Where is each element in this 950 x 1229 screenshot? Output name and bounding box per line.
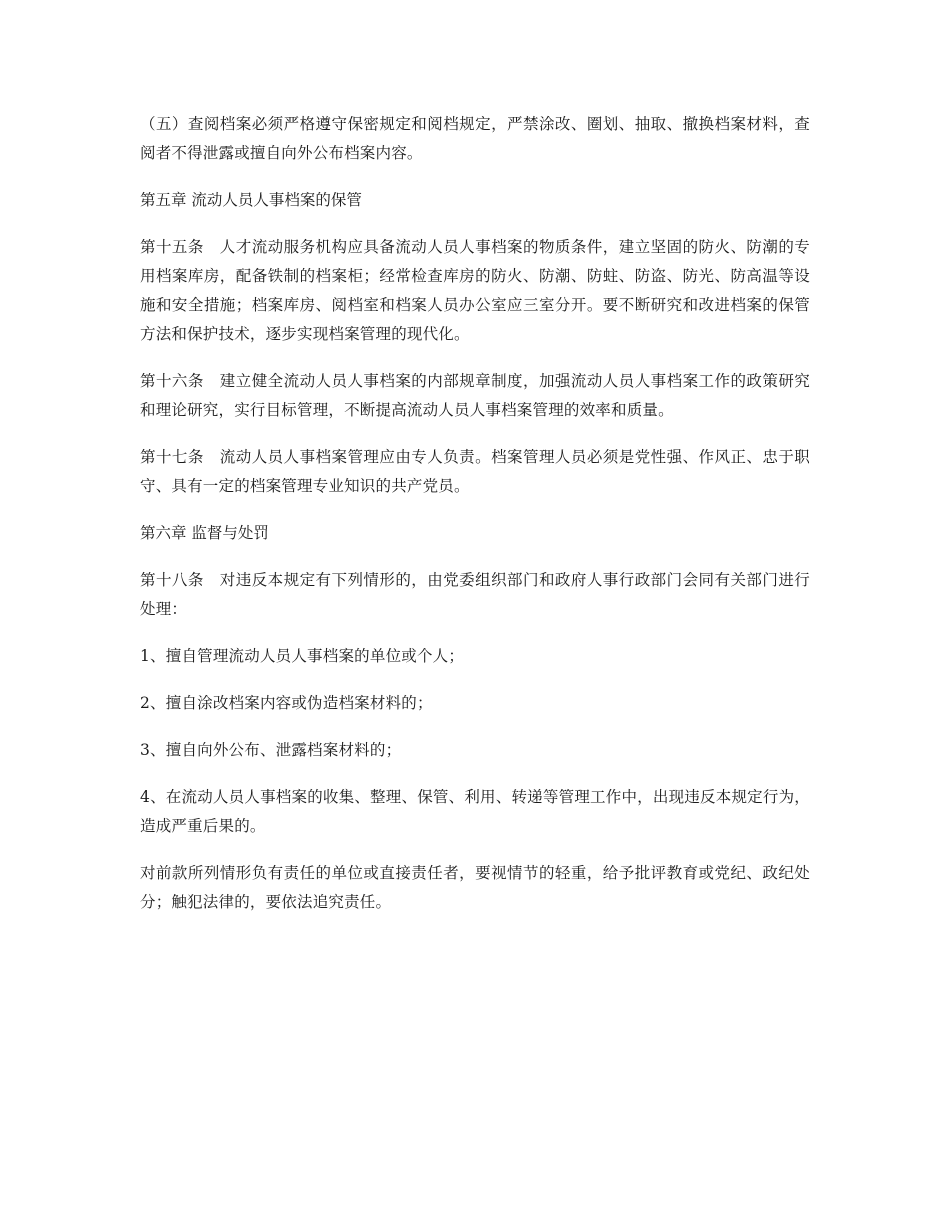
article-18-paragraph: 第十八条 对违反本规定有下列情形的，由党委组织部门和政府人事行政部门会同有关部门进行处理： — [140, 571, 810, 618]
chapter-5-heading: 第五章 流动人员人事档案的保管 — [140, 191, 362, 209]
paragraph-item-5-consult-rules: （五）查阅档案必须严格遵守保密规定和阅档规定，严禁涂改、圈划、抽取、撤换档案材料，查阅者不得泄露或擅自向外公布档案内容。 — [140, 115, 810, 162]
list-item-4: 4、在流动人员人事档案的收集、整理、保管、利用、转递等管理工作中，出现违反本规定行为，造成严重后果的。 — [140, 788, 810, 835]
document-page — [140, 110, 810, 935]
article-16-paragraph: 第十六条 建立健全流动人员人事档案的内部规章制度，加强流动人员人事档案工作的政策研究和理论研究，实行目标管理，不断提高流动人员人事档案管理的效率和质量。 — [140, 372, 810, 419]
list-item-2: 2、擅自涂改档案内容或伪造档案材料的； — [140, 694, 433, 712]
list-item-3: 3、擅自向外公布、泄露档案材料的； — [140, 741, 402, 759]
article-15-paragraph: 第十五条 人才流动服务机构应具备流动人员人事档案的物质条件，建立坚固的防火、防潮的专用档案库房，配备铁制的档案柜；经常检查库房的防火、防潮、防蛀、防盗、防光、防高温等设施和安全措施；档案库房、阅档室和档案人员办公室应三室分开。要不断研究和改进档案的保管方法和保护技术，逐步实现档案管理的现代化。 — [140, 238, 810, 343]
article-17-paragraph: 第十七条 流动人员人事档案管理应由专人负责。档案管理人员必须是党性强、作风正、忠于职守、具有一定的档案管理专业知识的共产党员。 — [140, 448, 810, 495]
chapter-6-heading: 第六章 监督与处罚 — [140, 524, 269, 542]
penalty-paragraph: 对前款所列情形负有责任的单位或直接责任者，要视情节的轻重，给予批评教育或党纪、政纪处分；触犯法律的，要依法追究责任。 — [140, 864, 810, 911]
list-item-1: 1、擅自管理流动人员人事档案的单位或个人； — [140, 647, 465, 665]
